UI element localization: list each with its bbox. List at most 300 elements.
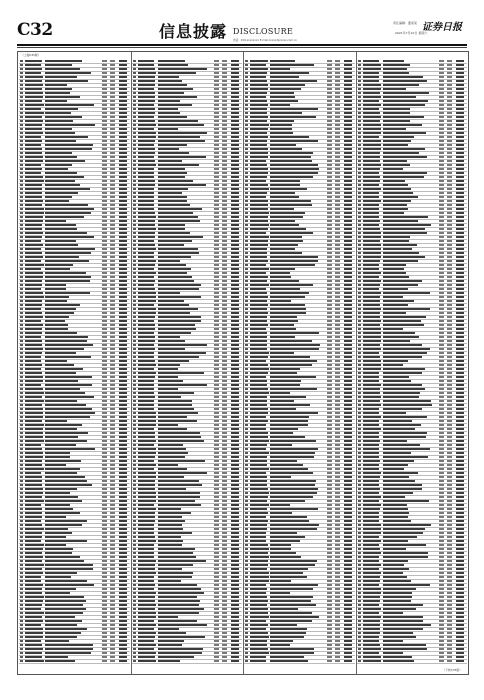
- value-cell: [335, 628, 340, 630]
- code-cell: [25, 300, 42, 302]
- code-cell: [250, 252, 267, 254]
- name-cell: [45, 628, 87, 630]
- value-cell: [335, 364, 340, 366]
- row-index-cell: [245, 640, 248, 642]
- row-index-cell: [245, 388, 248, 390]
- amount-cell: [344, 552, 352, 554]
- value-cell: [214, 312, 219, 314]
- value-cell: [327, 256, 332, 258]
- name-cell: [270, 252, 302, 254]
- code-cell: [250, 356, 268, 358]
- value-cell: [447, 628, 452, 630]
- value-cell: [222, 432, 227, 434]
- value-cell: [327, 84, 332, 86]
- row-index-cell: [358, 584, 361, 586]
- amount-cell: [456, 92, 464, 94]
- value-cell: [222, 400, 227, 402]
- value-cell: [102, 512, 107, 514]
- value-cell: [327, 116, 332, 118]
- value-cell: [335, 332, 340, 334]
- name-cell: [45, 500, 82, 502]
- amount-cell: [456, 100, 464, 102]
- value-cell: [214, 244, 219, 246]
- code-cell: [138, 344, 154, 346]
- code-cell: [250, 176, 267, 178]
- name-cell: [158, 276, 193, 278]
- value-cell: [222, 104, 227, 106]
- name-cell: [270, 632, 306, 634]
- row-index-cell: [20, 512, 23, 514]
- value-cell: [110, 580, 115, 582]
- value-cell: [110, 624, 115, 626]
- amount-cell: [119, 552, 127, 554]
- amount-cell: [231, 404, 239, 406]
- amount-cell: [344, 96, 352, 98]
- name-cell: [383, 612, 404, 614]
- code-cell: [25, 364, 42, 366]
- value-cell: [335, 284, 340, 286]
- value-cell: [327, 96, 332, 98]
- code-cell: [138, 148, 156, 150]
- amount-cell: [456, 512, 464, 514]
- value-cell: [222, 540, 227, 542]
- code-cell: [138, 564, 155, 566]
- code-cell: [138, 428, 154, 430]
- code-cell: [25, 276, 43, 278]
- name-cell: [270, 88, 301, 90]
- name-cell: [158, 148, 180, 150]
- amount-cell: [231, 368, 239, 370]
- name-cell: [383, 316, 426, 318]
- name-cell: [383, 504, 408, 506]
- value-cell: [102, 260, 107, 262]
- amount-cell: [456, 364, 464, 366]
- value-cell: [447, 304, 452, 306]
- amount-cell: [119, 476, 127, 478]
- name-cell: [158, 600, 201, 602]
- value-cell: [439, 304, 444, 306]
- row-index-cell: [20, 340, 23, 342]
- code-cell: [250, 344, 267, 346]
- value-cell: [327, 512, 332, 514]
- value-cell: [110, 488, 115, 490]
- code-cell: [138, 88, 155, 90]
- value-cell: [439, 448, 444, 450]
- value-cell: [222, 404, 227, 406]
- value-cell: [327, 316, 332, 318]
- name-cell: [158, 240, 193, 242]
- amount-cell: [344, 476, 352, 478]
- value-cell: [439, 232, 444, 234]
- value-cell: [447, 264, 452, 266]
- code-cell: [363, 132, 381, 134]
- name-cell: [158, 660, 181, 662]
- value-cell: [439, 276, 444, 278]
- row-index-cell: [20, 496, 23, 498]
- row-index-cell: [358, 544, 361, 546]
- amount-cell: [231, 356, 239, 358]
- amount-cell: [231, 348, 239, 350]
- code-cell: [250, 124, 269, 126]
- row-index-cell: [358, 248, 361, 250]
- name-cell: [270, 636, 304, 638]
- value-cell: [335, 464, 340, 466]
- name-cell: [270, 424, 308, 426]
- name-cell: [45, 116, 82, 118]
- amount-cell: [456, 348, 464, 350]
- value-cell: [222, 252, 227, 254]
- amount-cell: [231, 532, 239, 534]
- code-cell: [250, 576, 269, 578]
- row-index-cell: [358, 604, 361, 606]
- row-index-cell: [133, 520, 136, 522]
- amount-cell: [344, 292, 352, 294]
- name-cell: [158, 484, 202, 486]
- name-cell: [158, 628, 180, 630]
- row-index-cell: [245, 260, 248, 262]
- value-cell: [222, 612, 227, 614]
- value-cell: [214, 560, 219, 562]
- value-cell: [110, 80, 115, 82]
- code-cell: [138, 188, 154, 190]
- code-cell: [250, 364, 268, 366]
- value-cell: [327, 660, 332, 662]
- amount-cell: [119, 60, 127, 62]
- amount-cell: [231, 388, 239, 390]
- value-cell: [439, 576, 444, 578]
- value-cell: [102, 552, 107, 554]
- amount-cell: [231, 364, 239, 366]
- name-cell: [45, 80, 88, 82]
- value-cell: [102, 584, 107, 586]
- value-cell: [102, 580, 107, 582]
- row-index-cell: [245, 140, 248, 142]
- value-cell: [214, 656, 219, 658]
- name-cell: [383, 256, 426, 258]
- code-cell: [250, 628, 266, 630]
- amount-cell: [231, 376, 239, 378]
- value-cell: [439, 552, 444, 554]
- value-cell: [335, 656, 340, 658]
- value-cell: [214, 628, 219, 630]
- name-cell: [270, 404, 310, 406]
- code-cell: [363, 200, 382, 202]
- value-cell: [214, 620, 219, 622]
- amount-cell: [456, 516, 464, 518]
- row-index-cell: [133, 652, 136, 654]
- value-cell: [110, 212, 115, 214]
- value-cell: [102, 456, 107, 458]
- value-cell: [327, 480, 332, 482]
- value-cell: [439, 548, 444, 550]
- code-cell: [138, 368, 154, 370]
- amount-cell: [344, 556, 352, 558]
- row-index-cell: [20, 84, 23, 86]
- row-index-cell: [358, 208, 361, 210]
- name-cell: [383, 448, 430, 450]
- value-cell: [102, 316, 107, 318]
- name-cell: [383, 80, 427, 82]
- code-cell: [138, 232, 156, 234]
- value-cell: [327, 352, 332, 354]
- value-cell: [222, 464, 227, 466]
- name-cell: [270, 308, 306, 310]
- value-cell: [439, 404, 444, 406]
- name-cell: [45, 60, 82, 62]
- row-index-cell: [358, 628, 361, 630]
- value-cell: [214, 508, 219, 510]
- row-index-cell: [133, 648, 136, 650]
- value-cell: [222, 312, 227, 314]
- value-cell: [447, 160, 452, 162]
- name-cell: [45, 480, 87, 482]
- amount-cell: [456, 540, 464, 542]
- code-cell: [25, 324, 43, 326]
- value-cell: [214, 532, 219, 534]
- value-cell: [327, 412, 332, 414]
- row-index-cell: [245, 196, 248, 198]
- row-index-cell: [358, 576, 361, 578]
- value-cell: [335, 336, 340, 338]
- name-cell: [45, 148, 92, 150]
- value-cell: [327, 348, 332, 350]
- amount-cell: [231, 460, 239, 462]
- value-cell: [327, 92, 332, 94]
- name-cell: [158, 508, 181, 510]
- value-cell: [222, 176, 227, 178]
- code-cell: [363, 416, 381, 418]
- name-cell: [383, 128, 406, 130]
- name-cell: [45, 240, 76, 242]
- code-cell: [250, 316, 267, 318]
- row-index-cell: [245, 204, 248, 206]
- value-cell: [327, 272, 332, 274]
- amount-cell: [456, 240, 464, 242]
- row-index-cell: [358, 432, 361, 434]
- code-cell: [25, 480, 42, 482]
- value-cell: [222, 592, 227, 594]
- row-index-cell: [133, 580, 136, 582]
- name-cell: [158, 656, 194, 658]
- name-cell: [45, 156, 77, 158]
- name-cell: [270, 184, 300, 186]
- value-cell: [222, 636, 227, 638]
- code-cell: [363, 588, 381, 590]
- code-cell: [25, 640, 41, 642]
- value-cell: [335, 528, 340, 530]
- amount-cell: [119, 180, 127, 182]
- amount-cell: [119, 312, 127, 314]
- code-cell: [250, 72, 267, 74]
- code-cell: [363, 320, 382, 322]
- name-cell: [45, 604, 83, 606]
- value-cell: [102, 168, 107, 170]
- code-cell: [138, 112, 156, 114]
- code-cell: [25, 140, 42, 142]
- amount-cell: [344, 560, 352, 562]
- amount-cell: [119, 344, 127, 346]
- value-cell: [335, 400, 340, 402]
- code-cell: [250, 196, 266, 198]
- value-cell: [110, 384, 115, 386]
- amount-cell: [231, 484, 239, 486]
- name-cell: [383, 168, 403, 170]
- row-index-cell: [20, 64, 23, 66]
- amount-cell: [456, 392, 464, 394]
- name-cell: [383, 196, 419, 198]
- code-cell: [25, 608, 41, 610]
- name-cell: [383, 208, 409, 210]
- value-cell: [214, 420, 219, 422]
- code-cell: [25, 112, 44, 114]
- code-cell: [363, 408, 380, 410]
- value-cell: [214, 640, 219, 642]
- amount-cell: [456, 412, 464, 414]
- code-cell: [138, 444, 155, 446]
- amount-cell: [231, 360, 239, 362]
- value-cell: [222, 268, 227, 270]
- name-cell: [45, 120, 73, 122]
- amount-cell: [344, 644, 352, 646]
- row-index-cell: [245, 248, 248, 250]
- value-cell: [110, 300, 115, 302]
- code-cell: [138, 304, 155, 306]
- value-cell: [214, 256, 219, 258]
- row-index-cell: [133, 188, 136, 190]
- row-index-cell: [133, 324, 136, 326]
- row-index-cell: [245, 76, 248, 78]
- value-cell: [110, 236, 115, 238]
- name-cell: [383, 620, 423, 622]
- value-cell: [110, 332, 115, 334]
- value-cell: [447, 412, 452, 414]
- code-cell: [363, 580, 380, 582]
- value-cell: [439, 212, 444, 214]
- value-cell: [102, 264, 107, 266]
- row-index-cell: [20, 444, 23, 446]
- name-cell: [270, 272, 290, 274]
- amount-cell: [231, 136, 239, 138]
- amount-cell: [119, 328, 127, 330]
- row-index-cell: [20, 72, 23, 74]
- value-cell: [110, 532, 115, 534]
- amount-cell: [344, 360, 352, 362]
- value-cell: [327, 172, 332, 174]
- amount-cell: [344, 648, 352, 650]
- code-cell: [363, 500, 379, 502]
- amount-cell: [344, 164, 352, 166]
- amount-cell: [231, 152, 239, 154]
- code-cell: [25, 132, 43, 134]
- value-cell: [110, 120, 115, 122]
- value-cell: [222, 376, 227, 378]
- value-cell: [439, 264, 444, 266]
- code-cell: [250, 388, 268, 390]
- value-cell: [327, 464, 332, 466]
- row-index-cell: [133, 456, 136, 458]
- name-cell: [45, 212, 91, 214]
- value-cell: [222, 480, 227, 482]
- row-index-cell: [245, 64, 248, 66]
- value-cell: [110, 492, 115, 494]
- name-cell: [158, 416, 187, 418]
- value-cell: [102, 236, 107, 238]
- value-cell: [439, 100, 444, 102]
- value-cell: [214, 192, 219, 194]
- row-index-cell: [20, 80, 23, 82]
- value-cell: [110, 616, 115, 618]
- value-cell: [222, 248, 227, 250]
- value-cell: [102, 484, 107, 486]
- code-cell: [138, 512, 155, 514]
- value-cell: [102, 136, 107, 138]
- code-cell: [363, 276, 379, 278]
- code-cell: [138, 340, 156, 342]
- value-cell: [335, 128, 340, 130]
- code-cell: [250, 68, 268, 70]
- name-cell: [270, 316, 297, 318]
- name-cell: [383, 288, 408, 290]
- code-cell: [250, 320, 267, 322]
- amount-cell: [344, 172, 352, 174]
- value-cell: [439, 416, 444, 418]
- value-cell: [335, 624, 340, 626]
- name-cell: [158, 604, 200, 606]
- row-index-cell: [20, 568, 23, 570]
- code-cell: [25, 228, 42, 230]
- value-cell: [110, 364, 115, 366]
- value-cell: [110, 500, 115, 502]
- row-index-cell: [358, 580, 361, 582]
- value-cell: [222, 144, 227, 146]
- value-cell: [335, 192, 340, 194]
- row-index-cell: [20, 264, 23, 266]
- name-cell: [158, 504, 202, 506]
- amount-cell: [344, 112, 352, 114]
- value-cell: [102, 324, 107, 326]
- row-index-cell: [358, 504, 361, 506]
- amount-cell: [344, 288, 352, 290]
- amount-cell: [456, 288, 464, 290]
- value-cell: [110, 524, 115, 526]
- amount-cell: [456, 488, 464, 490]
- row-index-cell: [133, 388, 136, 390]
- value-cell: [335, 440, 340, 442]
- row-index-cell: [20, 184, 23, 186]
- value-cell: [222, 488, 227, 490]
- code-cell: [250, 296, 268, 298]
- section-title: 信息披露: [159, 22, 228, 41]
- value-cell: [327, 388, 332, 390]
- value-cell: [335, 304, 340, 306]
- name-cell: [45, 592, 70, 594]
- row-index-cell: [358, 460, 361, 462]
- row-index-cell: [245, 244, 248, 246]
- name-cell: [45, 96, 80, 98]
- value-cell: [335, 260, 340, 262]
- value-cell: [439, 600, 444, 602]
- value-cell: [447, 184, 452, 186]
- code-cell: [250, 240, 268, 242]
- name-cell: [383, 536, 417, 538]
- code-cell: [25, 372, 42, 374]
- row-index-cell: [245, 356, 248, 358]
- value-cell: [222, 140, 227, 142]
- row-index-cell: [245, 576, 248, 578]
- value-cell: [214, 600, 219, 602]
- editor-credit: 责任编辑：董某某: [393, 21, 418, 25]
- amount-cell: [344, 536, 352, 538]
